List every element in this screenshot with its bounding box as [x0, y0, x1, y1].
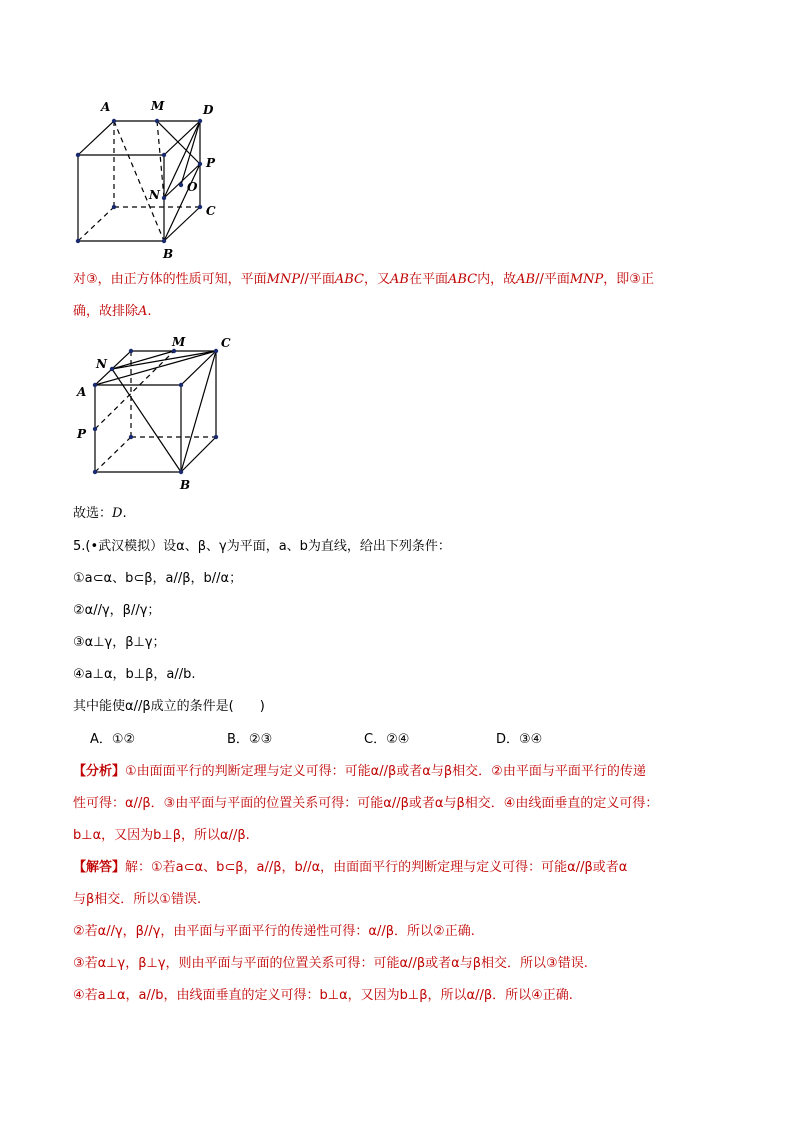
- analysis-tag: 【分析】: [73, 764, 126, 779]
- analysis-line-2: 性可得：α//β．③由平面与平面的位置关系可得：可能α//β或者α与β相交．④由线面垂直的定义可得：: [73, 796, 659, 811]
- vertex-point: [93, 383, 97, 387]
- option-a: A．①②: [90, 732, 136, 747]
- label-D: D: [203, 103, 214, 117]
- answer-choice: D: [112, 506, 123, 521]
- analysis-line-3: b⊥α，又因为b⊥β，所以α//β.: [73, 828, 250, 843]
- solution-line-2: 与β相交．所以①错误.: [73, 892, 202, 907]
- vertex-point: [179, 383, 183, 387]
- vertex-point: [179, 470, 183, 474]
- text: .: [122, 506, 127, 521]
- text: //平面: [300, 272, 335, 287]
- solution-tag: 【解答】: [73, 860, 126, 875]
- solution-line-4: ③若α⊥γ，β⊥γ，则由平面与平面的位置关系可得：可能α//β或者α与β相交．所以③错误.: [73, 956, 588, 971]
- label-B: B: [163, 247, 174, 261]
- vertex-point: [129, 435, 133, 439]
- label-N: N: [149, 188, 160, 202]
- label-O: O: [187, 180, 198, 194]
- option-letter: A: [138, 304, 148, 319]
- label-N: N: [96, 357, 107, 371]
- solution-line-5: ④若a⊥α，a//b，由线面垂直的定义可得：b⊥α，又因为b⊥β，所以α//β．所以④正确.: [73, 988, 573, 1003]
- hidden-edge: [95, 437, 131, 472]
- text: 故选：: [73, 506, 113, 521]
- label-P: P: [206, 156, 216, 170]
- options-row: [90, 731, 542, 749]
- analysis-text: ①由面面平行的判断定理与定义可得：可能α//β或者α与β相交．②由平面与平面平行的传递: [125, 764, 646, 779]
- text: 确，故排除: [73, 304, 139, 319]
- label-A: A: [101, 100, 111, 114]
- answer-line: [73, 505, 127, 523]
- condition-1: ①a⊂α、b⊂β，a//β，b//α；: [73, 571, 243, 586]
- line-ab: AB: [390, 272, 409, 287]
- label-B: B: [180, 478, 191, 492]
- text: 对③，由正方体的性质可知，平面: [73, 272, 267, 287]
- solution-line-1: [73, 859, 627, 877]
- option-d: D．③④: [496, 732, 543, 747]
- label-C: C: [221, 336, 231, 350]
- plane-abc: ABC: [447, 272, 478, 287]
- vertex-point: [93, 470, 97, 474]
- label-M: M: [172, 335, 186, 349]
- vertex-point: [93, 427, 97, 431]
- plane-abc: ABC: [334, 272, 364, 287]
- text: ，又: [364, 272, 391, 287]
- vertex-point: [214, 349, 218, 353]
- condition-3: ③α⊥γ，β⊥γ；: [73, 635, 166, 650]
- vertex-point: [110, 367, 114, 371]
- plane-mnp: MNP: [569, 272, 604, 287]
- text: //平面: [535, 272, 570, 287]
- cube-figure-2: [0, 0, 794, 500]
- option-c: C．②④: [364, 732, 410, 747]
- label-P: P: [77, 427, 87, 441]
- solution-text: 解：①若a⊂α、b⊂β，a//β，b//α，由面面平行的判断定理与定义可得：可能α//β或者α: [125, 860, 628, 875]
- analysis-line-1: [73, 763, 646, 781]
- text: ，即③正: [603, 272, 654, 287]
- question-stem: 5.(•武汉模拟）设α、β、γ为平面，a、b为直线，给出下列条件：: [73, 539, 451, 554]
- label-A: A: [77, 385, 87, 399]
- solution-line-3: ②若α//γ，β//γ，由平面与平面平行的传递性可得：α//β．所以②正确.: [73, 924, 475, 939]
- vertex-point: [129, 349, 133, 353]
- plane-mnp: MNP: [266, 272, 301, 287]
- option-b: B．②③: [227, 732, 273, 747]
- line-ab: AB: [516, 272, 536, 287]
- text: 在平面: [408, 272, 448, 287]
- vertex-point: [172, 349, 176, 353]
- label-M: M: [151, 99, 165, 113]
- condition-4: ④a⊥α，b⊥β，a//b.: [73, 667, 196, 682]
- text: 内，故: [477, 272, 517, 287]
- question-ask: 其中能使α//β成立的条件是( ): [73, 699, 265, 714]
- vertex-point: [214, 435, 218, 439]
- condition-2: ②α//γ，β//γ；: [73, 603, 161, 618]
- text: .: [147, 304, 152, 319]
- label-C: C: [206, 204, 216, 218]
